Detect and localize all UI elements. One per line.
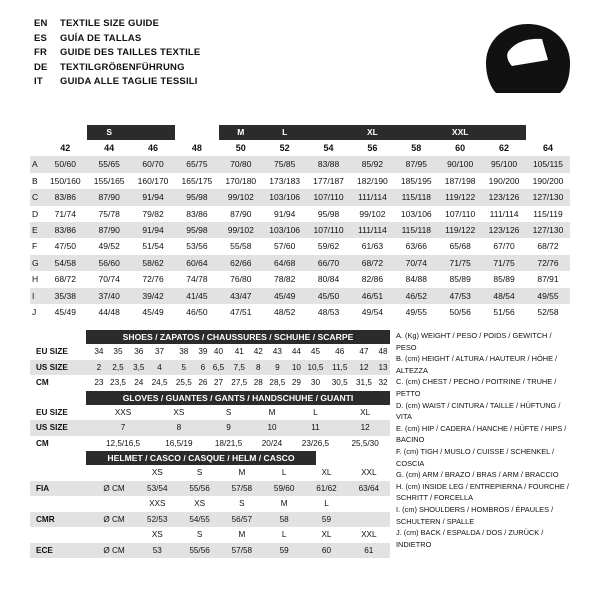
table-row: D 71/74 75/78 79/82 83/86 87/90 91/94 95/98 99/102 103/106 107/110 111/114 115/119 — [32, 208, 563, 219]
table-row: B 150/160 155/165 160/170 165/175 170/180 173/183 177/187 182/190 185/195 187/198 190/200 190/200 — [32, 175, 564, 186]
size-band-s: S — [87, 125, 131, 140]
helmet-fia-row: FIA Ø CM 53/54 55/56 57/58 59/60 61/62 63/64 — [30, 481, 390, 497]
table-row: A 50/60 55/65 60/70 65/75 70/80 75/85 83/88 85/92 87/95 90/100 95/100 105/115 — [30, 156, 570, 172]
legend-item: I. (cm) SHOULDERS / HOMBROS / ÉPAULES / — [396, 504, 554, 514]
num-50: 50 — [235, 143, 246, 153]
shoes-section-title: SHOES / ZAPATOS / CHAUSSURES / SCHUHE / SCARPE — [86, 330, 390, 344]
language-title: GUIDE DES TAILLES TEXTILE — [60, 47, 201, 58]
table-row: EU SIZE 34 35 36 37 38 39 40 41 42 43 44 45 46 47 48 — [36, 347, 388, 356]
language-code: DE — [34, 61, 48, 73]
helmet-fia-size-row: XS S M L XL XXL — [151, 468, 377, 477]
num-54: 54 — [323, 143, 334, 153]
language-title: TEXTILE SIZE GUIDE — [60, 18, 160, 29]
table-row: E 83/86 87/90 91/94 95/98 99/102 103/106 107/110 111/114 115/118 119/122 123/126 127/130 — [30, 222, 570, 238]
language-row-es — [34, 33, 364, 48]
table-row: H 68/72 70/74 72/76 74/78 76/80 78/82 80/84 82/86 84/88 85/89 85/89 87/91 — [32, 274, 559, 285]
helmet-table — [30, 465, 390, 558]
table-row: US SIZE 2 2,5 3,5 4 5 6 6,5 7,5 8 9 10 10,5 11,5 12 13 — [30, 360, 390, 376]
legend-item: B. (cm) HEIGHT / ALTURA / HAUTEUR / HÖHE / ALTEZZA — [396, 354, 558, 375]
num-44: 44 — [104, 143, 115, 153]
language-code: EN — [34, 18, 48, 29]
num-48: 48 — [191, 143, 202, 153]
num-62: 62 — [499, 143, 510, 153]
helmet-section-title: HELMET / CASCO / CASQUE / HELM / CASCO — [86, 451, 316, 465]
legend-item-cont: SCHULTERN / SPALLE — [396, 516, 475, 526]
legend-item: D. (cm) WAIST / CINTURA / TAILLE / HÜFTUNG / VITA — [396, 400, 561, 422]
gloves-table — [30, 405, 390, 452]
language-code: FR — [34, 47, 48, 58]
legend-item: H. (cm) INSIDE LEG / ENTREPIERNA / FOURCHE / — [396, 481, 569, 491]
legend-item: C. (cm) CHEST / PECHO / POITRINE / TRUHE / PETTO — [396, 377, 557, 398]
table-row: US SIZE 7 8 9 10 11 12 — [30, 420, 390, 436]
legend-item: J. (cm) BACK / ESPALDA / DOS / ZURÜCK / INDIETRO — [396, 528, 544, 549]
measurement-legend — [390, 330, 570, 558]
gloves-section-title: GLOVES / GUANTES / GANTS / HANDSCHUHE / GUANTI — [86, 391, 390, 405]
size-band-m: M — [219, 125, 263, 140]
table-row: CM 12,5/16,5 16,5/19 18/21,5 20/24 23/26,5 25,5/30 — [36, 438, 379, 448]
helmet-icon — [482, 22, 574, 98]
lower-section — [30, 330, 570, 558]
language-title: GUÍA DE TALLAS — [60, 32, 142, 44]
language-code: IT — [34, 76, 43, 87]
helmet-cmr-size-row: XXS XS S M L — [149, 499, 329, 508]
table-row: EU SIZE XXS XS S M L XL — [36, 407, 371, 417]
num-60: 60 — [455, 143, 466, 153]
num-52: 52 — [279, 143, 290, 153]
language-title: GUIDA ALLE TAGLIE TESSILI — [60, 76, 198, 87]
legend-item-cont: SCHRITT / FORCELLA — [396, 493, 474, 503]
language-row-en — [34, 18, 364, 33]
language-row-de — [34, 62, 364, 77]
num-42: 42 — [60, 143, 71, 153]
shoes-table — [30, 344, 390, 391]
num-46: 46 — [148, 143, 159, 153]
legend-item: F. (cm) TIGH / MUSLO / CUISSE / SCHENKEL / COSCIA — [396, 446, 555, 468]
table-row: I 35/38 37/40 39/42 41/45 43/47 45/49 45/50 46/51 46/52 47/53 48/54 49/55 — [30, 288, 570, 304]
helmet-ece-size-row: XS S M L XL XXL — [151, 530, 377, 539]
helmet-ece-row: ECE Ø CM 53 55/56 57/58 59 60 61 — [30, 543, 390, 559]
num-58: 58 — [411, 143, 422, 153]
num-64: 64 — [542, 143, 553, 153]
table-row: CM 23 23,5 24 24,5 25,5 26 27 27,5 28 28,5 29 30 30,5 31,5 32 — [36, 378, 388, 387]
helmet-cmr-row: CMR Ø CM 52/53 54/55 56/57 58 59 — [30, 512, 390, 528]
main-size-table — [30, 125, 570, 320]
legend-item: E. (cm) HIP / CADERA / HANCHE / HÜFTE / HIPS / BACINO — [396, 423, 567, 445]
table-row: G 54/58 56/60 58/62 60/64 62/66 64/68 66/70 68/72 70/74 71/75 71/75 72/76 — [30, 255, 570, 271]
legend-item: A. (Kg) WEIGHT / PESO / POIDS / GEWITCH / PESO — [396, 331, 552, 352]
table-row: J 45/49 44/48 45/49 46/50 47/51 48/52 48/53 49/54 49/55 50/56 51/56 52/58 — [32, 307, 559, 318]
table-row: F 47/50 49/52 51/54 53/56 55/58 57/60 59/62 61/63 63/66 65/68 67/70 68/72 — [32, 241, 559, 252]
legend-item: G. (cm) ARM / BRAZO / BRAS / ARM / BRACCIO — [396, 470, 559, 480]
size-band-xxl: XXL — [438, 125, 482, 140]
language-row-it — [34, 76, 364, 91]
left-tables — [30, 330, 390, 558]
size-band-row — [30, 125, 570, 140]
language-code: ES — [34, 32, 48, 44]
num-56: 56 — [367, 143, 378, 153]
language-list — [34, 18, 364, 91]
language-title: TEXTILGRÖßENFÜHRUNG — [60, 61, 185, 73]
language-row-fr — [34, 47, 364, 62]
table-row: C 83/86 87/90 91/94 95/98 99/102 103/106 107/110 111/114 115/118 119/122 123/126 127/130 — [30, 189, 570, 205]
size-band-xl: XL — [350, 125, 394, 140]
size-band-l: L — [263, 125, 307, 140]
numeric-header-row — [30, 140, 570, 156]
